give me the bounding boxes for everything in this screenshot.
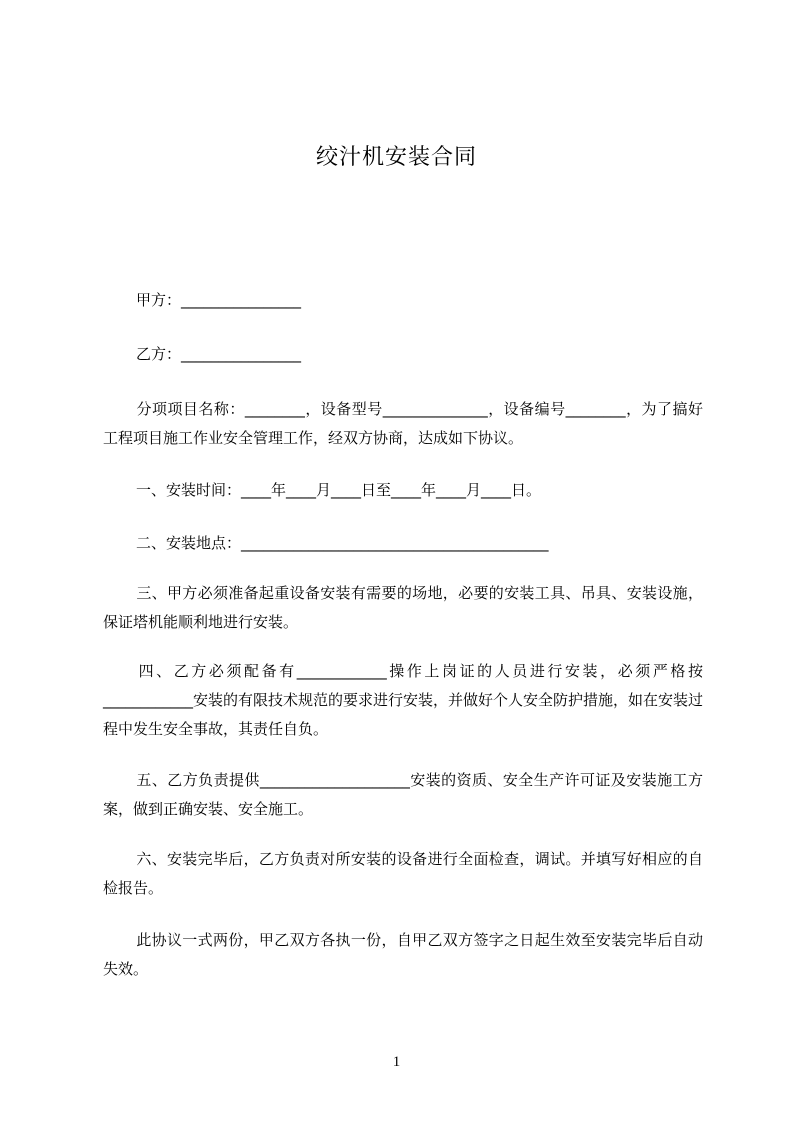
page-number: 1 (392, 1054, 401, 1070)
party-a-line (103, 286, 703, 315)
clause-5 (103, 766, 703, 824)
clause-3 (103, 579, 703, 637)
party-b-text: 乙方：________________ (136, 345, 302, 363)
clause-3-text: 三、甲方必须准备起重设备安装有需要的场地，必要的安装工具、吊具、安装设施，保证塔机能顺利地进行安装。 (103, 584, 703, 631)
party-b-line (103, 340, 703, 369)
clause-5-text: 五、乙方负责提供____________________安装的资质、安全生产许可证及安装施工方案，做到正确安装、安全施工。 (103, 771, 703, 818)
clause-1-text: 一、安装时间：____年____月____日至____年____月____日。 (136, 481, 542, 499)
clause-2 (103, 529, 703, 558)
clause-2-text: 二、安装地点：_________________________________________ (136, 534, 549, 552)
closing-paragraph (103, 926, 703, 984)
intro-paragraph (103, 395, 703, 453)
clause-6-text: 六、安装完毕后，乙方负责对所安装的设备进行全面检查，调试。并填写好相应的自检报告。 (103, 850, 703, 897)
clause-4 (103, 657, 703, 744)
clause-1 (103, 476, 703, 505)
intro-text: 分项项目名称：________，设备型号______________，设备编号________，为了搞好工程项目施工作业安全管理工作，经双方协商，达成如下协议。 (103, 400, 703, 447)
clause-4-text: 四、乙方必须配备有____________操作上岗证的人员进行安装，必须严格按____________安装的有限技术规范的要求进行安装，并做好个人安全防护措施，如在安装过程中发生安全事故，其责任自负。 (103, 662, 704, 738)
clause-6 (103, 845, 703, 903)
closing-text: 此协议一式两份，甲乙双方各执一份，自甲乙双方签字之日起生效至安装完毕后自动失效。 (103, 931, 703, 978)
document-title: 绞汁机安装合同 (315, 145, 477, 170)
party-a-text: 甲方：________________ (136, 291, 302, 309)
